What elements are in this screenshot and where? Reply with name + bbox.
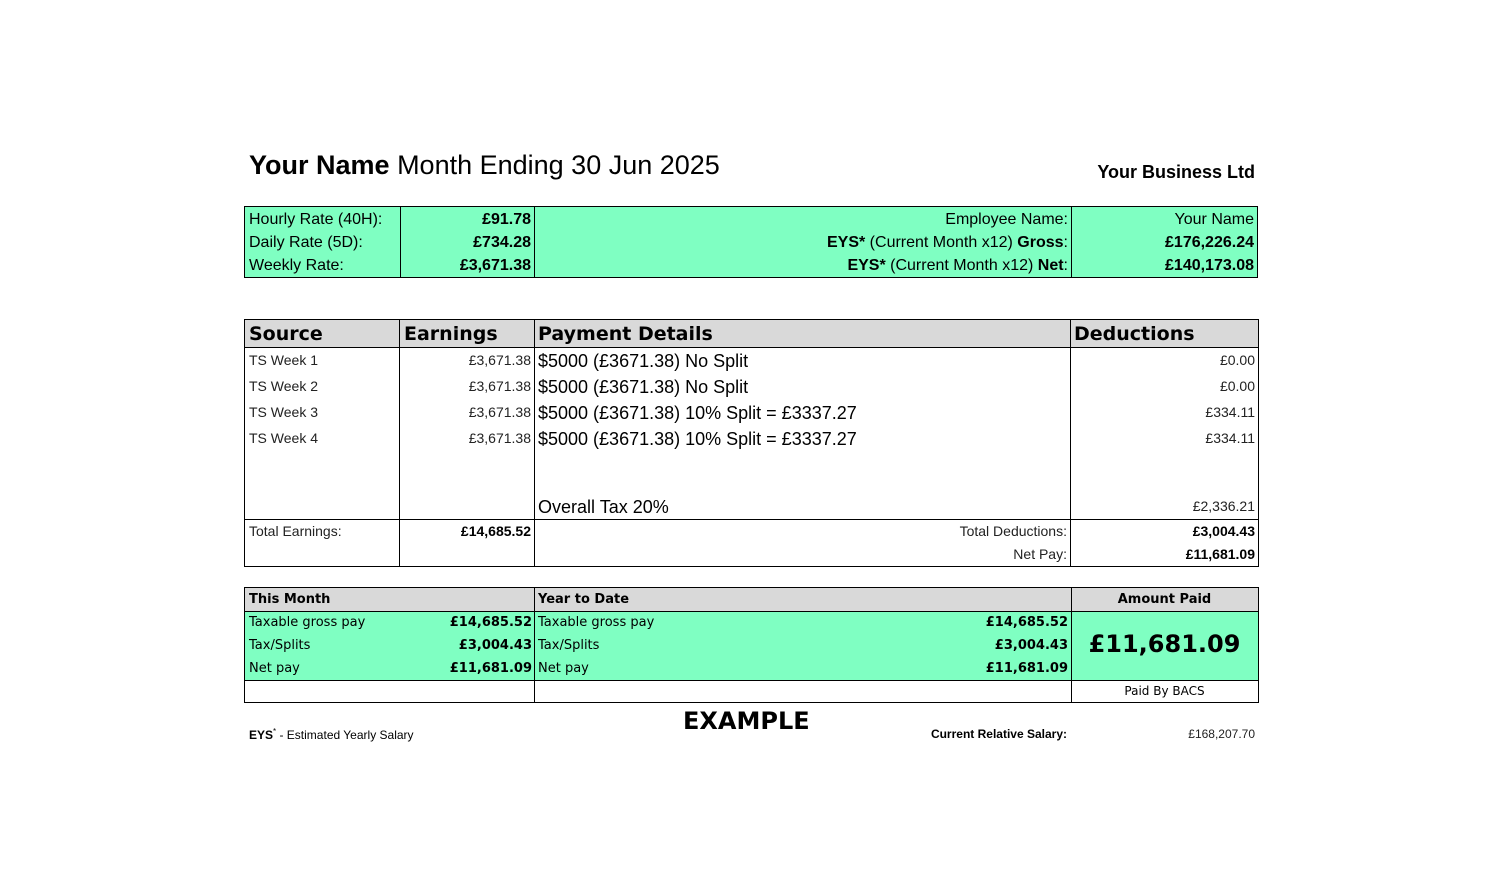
divider <box>534 320 535 566</box>
daily-rate-label: Daily Rate (5D): <box>249 234 363 251</box>
row-details: $5000 (£3671.38) 10% Split = £3337.27 <box>538 429 857 449</box>
row-source: TS Week 3 <box>249 404 318 420</box>
table-header <box>245 320 1258 348</box>
ytd-gross-label: Taxable gross pay <box>538 615 655 630</box>
row-deductions: £334.11 <box>1205 430 1255 446</box>
eys-net-value: £140,173.08 <box>1165 257 1254 274</box>
ytd-tax-label: Tax/Splits <box>538 638 600 653</box>
overall-tax-value: £2,336.21 <box>1192 498 1255 514</box>
row-source: TS Week 2 <box>249 378 318 394</box>
total-deductions-value: £3,004.43 <box>1192 523 1255 539</box>
totals-divider <box>245 519 1258 520</box>
ytd-gross-value: £14,685.52 <box>985 615 1068 630</box>
weekly-rate-label: Weekly Rate: <box>249 257 344 274</box>
business-name: Your Business Ltd <box>1097 162 1255 182</box>
total-deductions-label: Total Deductions: <box>959 523 1067 539</box>
ytd-tax-value: £3,004.43 <box>994 638 1068 653</box>
row-earnings: £3,671.38 <box>468 430 531 446</box>
example-watermark: EXAMPLE <box>683 707 810 735</box>
daily-rate-value: £734.28 <box>473 234 531 251</box>
eys-footnote: EYS* - Estimated Yearly Salary <box>249 727 414 742</box>
row-source: TS Week 1 <box>249 352 318 368</box>
eys-gross-value: £176,226.24 <box>1165 234 1254 251</box>
this-month-header: This Month <box>249 592 331 607</box>
overall-tax-label: Overall Tax 20% <box>538 497 669 517</box>
eys-net-label: EYS* (Current Month x12) Net: <box>847 257 1068 274</box>
net-pay-value: £11,681.09 <box>1185 546 1255 562</box>
this-month-net-value: £11,681.09 <box>449 661 532 676</box>
this-month-gross-label: Taxable gross pay <box>249 615 366 630</box>
header-source: Source <box>249 323 323 345</box>
employee-name-value: Your Name <box>1174 211 1254 228</box>
total-earnings-label: Total Earnings: <box>249 523 342 539</box>
row-earnings: £3,671.38 <box>468 378 531 394</box>
earnings-table <box>244 319 1259 567</box>
ytd-net-value: £11,681.09 <box>985 661 1068 676</box>
row-details: $5000 (£3671.38) No Split <box>538 377 749 397</box>
hourly-rate-value: £91.78 <box>482 211 531 228</box>
row-earnings: £3,671.38 <box>468 352 531 368</box>
period-title: Month Ending 30 Jun 2025 <box>397 150 720 180</box>
employee-name-label: Employee Name: <box>945 211 1068 228</box>
paid-by: Paid By BACS <box>1124 684 1205 698</box>
relative-salary-value: £168,207.70 <box>1188 727 1255 741</box>
row-details: $5000 (£3671.38) No Split <box>538 351 749 371</box>
ytd-net-label: Net pay <box>538 661 589 676</box>
this-month-gross-value: £14,685.52 <box>449 615 532 630</box>
row-deductions: £0.00 <box>1219 352 1255 368</box>
total-earnings-value: £14,685.52 <box>460 523 531 539</box>
eys-gross-label: EYS* (Current Month x12) Gross: <box>826 234 1068 251</box>
this-month-tax-label: Tax/Splits <box>249 638 311 653</box>
amount-paid-header: Amount Paid <box>1117 592 1212 607</box>
this-month-tax-value: £3,004.43 <box>458 638 532 653</box>
weekly-rate-value: £3,671.38 <box>459 257 531 274</box>
row-earnings: £3,671.38 <box>468 404 531 420</box>
header-payment-details: Payment Details <box>538 323 713 345</box>
row-deductions: £334.11 <box>1205 404 1255 420</box>
employee-name-title: Your Name <box>249 150 390 180</box>
divider <box>534 588 535 702</box>
rates-panel <box>244 206 1258 278</box>
net-pay-label: Net Pay: <box>1013 546 1067 562</box>
ytd-header: Year to Date <box>538 592 630 607</box>
page-title <box>249 150 720 181</box>
row-source: TS Week 4 <box>249 430 318 446</box>
divider <box>399 320 400 566</box>
row-deductions: £0.00 <box>1219 378 1255 394</box>
hourly-rate-label: Hourly Rate (40H): <box>249 211 383 228</box>
header-earnings: Earnings <box>404 323 498 345</box>
this-month-net-label: Net pay <box>249 661 300 676</box>
divider <box>1070 320 1071 566</box>
amount-paid-value: £11,681.09 <box>1088 630 1241 658</box>
row-details: $5000 (£3671.38) 10% Split = £3337.27 <box>538 403 857 423</box>
header-deductions: Deductions <box>1074 323 1195 345</box>
relative-salary-label: Current Relative Salary: <box>930 727 1067 741</box>
pay-summary <box>244 587 1259 703</box>
